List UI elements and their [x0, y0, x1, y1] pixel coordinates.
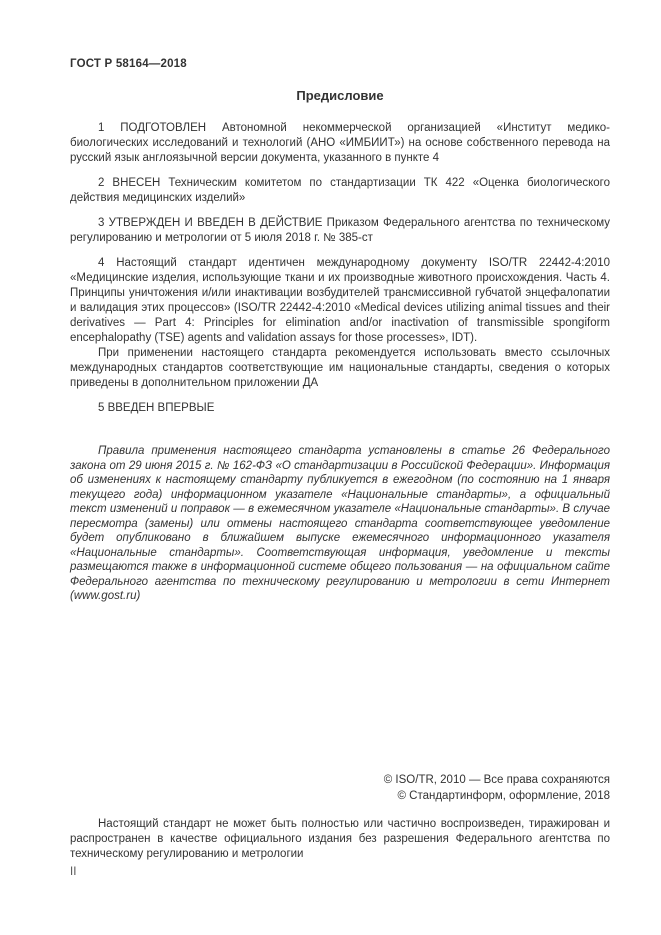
foreword-item-4-note: При применении настоящего стандарта рекомендуется использовать вместо ссылочных международных стандартов соответствующие им национальные стандарты, сведения о которых приведены в дополнительном приложении ДА [70, 347, 610, 389]
doc-number: ГОСТ Р 58164—2018 [70, 58, 187, 70]
foreword-item-5: 5 ВВЕДЕН ВПЕРВЫЕ [98, 402, 215, 414]
page-title: Предисловие [296, 88, 384, 103]
foreword-item-1: 1 ПОДГОТОВЛЕН Автономной некоммерческой организацией «Институт медико-биологических исследований и технологий (АНО «ИМБИИТ») на основе собственного перевода на русский язык англоязычной версии документа, указанного в пункте 4 [70, 122, 610, 164]
foreword-item-3: 3 УТВЕРЖДЕН И ВВЕДЕН В ДЕЙСТВИЕ Приказом Федерального агентства по техническому регулированию и метрологии от 5 июля 2018 г. № 385-ст [70, 217, 610, 244]
copyright-standartinform: © Стандартинформ, оформление, 2018 [397, 789, 610, 802]
copyright-block [70, 772, 610, 804]
foreword-item-4: 4 Настоящий стандарт идентичен международному документу ISO/TR 22442-4:2010 «Медицинские изделия, использующие ткани и их производные животного происхождения. Часть 4. Принципы уничтожения и/или инактивации возбудителей трансмиссивной губчатой энцефалопатии и валидация этих процессов» (ISO/TR 22442-4:2010 «Medical devices utilizing animal tissues and their derivatives — Part 4: Principles for elimination and/or inactivation of transmissible spongiform encephalopathy (TSE) agents and validation assays for those processes», IDT). [70, 257, 610, 344]
reproduction-restriction-note: Настоящий стандарт не может быть полностью или частично воспроизведен, тиражирован и распространен в качестве официального издания без разрешения Федерального агентства по техническому регулированию и метрологии [70, 817, 610, 860]
foreword-item-2: 2 ВНЕСЕН Техническим комитетом по стандартизации ТК 422 «Оценка биологического действия медицинских изделий» [70, 177, 610, 204]
legal-application-note: Правила применения настоящего стандарта установлены в статье 26 Федерального закона от 29 июня 2015 г. № 162-ФЗ «О стандартизации в Российской Федерации». Информация об изменениях к настоящему стандарту публикуется в ежегодном (по состоянию на 1 января текущего года) информационном указателе «Национальные стандарты», а официальный текст изменений и поправок — в ежемесячном указателе «Национальные стандарты». В случае пересмотра (замены) или отмены настоящего стандарта соответствующее уведомление будет опубликовано в ближайшем выпуске ежемесячного информационного указателя «Национальные стандарты». Соответствующая информация, уведомление и тексты размещаются также в информационной системе общего пользования — на официальном сайте Федерального агентства по техническому регулированию и метрологии в сети Интернет (www.gost.ru) [70, 445, 610, 602]
copyright-iso: © ISO/TR, 2010 — Все права сохраняются [383, 773, 610, 786]
page-number: II [70, 865, 77, 878]
